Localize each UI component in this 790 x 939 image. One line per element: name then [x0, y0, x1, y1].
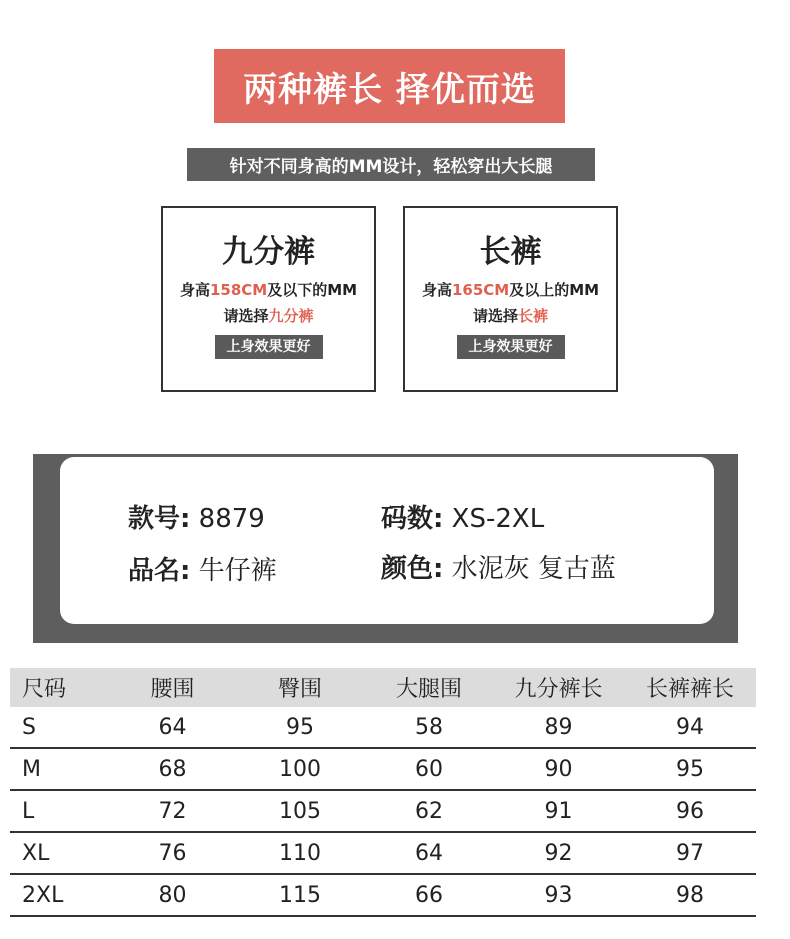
product-info-panel — [60, 457, 714, 624]
table-cell: 66 — [365, 874, 493, 916]
table-cell: 80 — [110, 874, 235, 916]
table-cell: XL — [10, 832, 110, 874]
table-cell: 95 — [624, 748, 756, 790]
card-tag: 上身效果更好 — [457, 335, 565, 359]
table-cell: S — [10, 707, 110, 748]
table-cell: 89 — [493, 707, 624, 748]
size-chart-table — [10, 668, 756, 917]
table-cell: 60 — [365, 748, 493, 790]
table-cell: 62 — [365, 790, 493, 832]
column-header: 九分裤长 — [493, 668, 624, 707]
size-range-value: XS-2XL — [451, 504, 545, 534]
table-header-row — [10, 668, 756, 707]
column-header: 长裤裤长 — [624, 668, 756, 707]
product-color-label: 颜色: — [381, 554, 444, 584]
table-cell: 64 — [365, 832, 493, 874]
size-range-label: 码数: — [381, 504, 444, 534]
table-cell: M — [10, 748, 110, 790]
table-cell: 94 — [624, 707, 756, 748]
table-cell: 93 — [493, 874, 624, 916]
table-cell: 2XL — [10, 874, 110, 916]
product-name — [128, 550, 277, 587]
table-cell: 72 — [110, 790, 235, 832]
table-cell: 76 — [110, 832, 235, 874]
column-header: 臀围 — [235, 668, 365, 707]
headline-banner — [214, 49, 565, 123]
table-cell: 105 — [235, 790, 365, 832]
card-height-line: 身高165CM及以上的MM — [421, 281, 600, 299]
card-height-line: 身高158CM及以下的MM — [179, 281, 358, 299]
table-cell: 91 — [493, 790, 624, 832]
table-cell: L — [10, 790, 110, 832]
table-cell: 115 — [235, 874, 365, 916]
table-cell: 110 — [235, 832, 365, 874]
product-name-value: 牛仔裤 — [198, 556, 277, 586]
headline-text: 两种裤长 择优而选 — [243, 69, 536, 110]
size-range — [381, 498, 544, 535]
table-cell: 100 — [235, 748, 365, 790]
table-row — [10, 874, 756, 916]
product-name-label: 品名: — [128, 556, 191, 586]
card-cropped-pants — [161, 206, 376, 392]
table-cell: 92 — [493, 832, 624, 874]
table-cell: 97 — [624, 832, 756, 874]
table-row — [10, 707, 756, 748]
product-color — [381, 548, 616, 585]
table-row — [10, 748, 756, 790]
card-recommend-line: 请选择长裤 — [472, 307, 549, 325]
card-long-pants — [403, 206, 618, 392]
card-title: 长裤 — [479, 234, 542, 270]
subtitle-text: 针对不同身高的MM设计，轻松穿出大长腿 — [229, 157, 553, 177]
column-header: 腰围 — [110, 668, 235, 707]
style-number — [128, 498, 265, 535]
table-cell: 90 — [493, 748, 624, 790]
table-cell: 58 — [365, 707, 493, 748]
table-cell: 64 — [110, 707, 235, 748]
table-cell: 98 — [624, 874, 756, 916]
column-header: 尺码 — [10, 668, 110, 707]
product-color-value: 水泥灰 复古蓝 — [451, 554, 616, 584]
table-cell: 68 — [110, 748, 235, 790]
subtitle-bar — [187, 148, 595, 181]
table-row — [10, 832, 756, 874]
card-title: 九分裤 — [222, 234, 315, 270]
table-cell: 95 — [235, 707, 365, 748]
table-cell: 96 — [624, 790, 756, 832]
card-tag: 上身效果更好 — [215, 335, 323, 359]
column-header: 大腿围 — [365, 668, 493, 707]
style-number-value: 8879 — [198, 504, 265, 534]
card-recommend-line: 请选择九分裤 — [223, 307, 314, 325]
style-number-label: 款号: — [128, 504, 191, 534]
table-row — [10, 790, 756, 832]
